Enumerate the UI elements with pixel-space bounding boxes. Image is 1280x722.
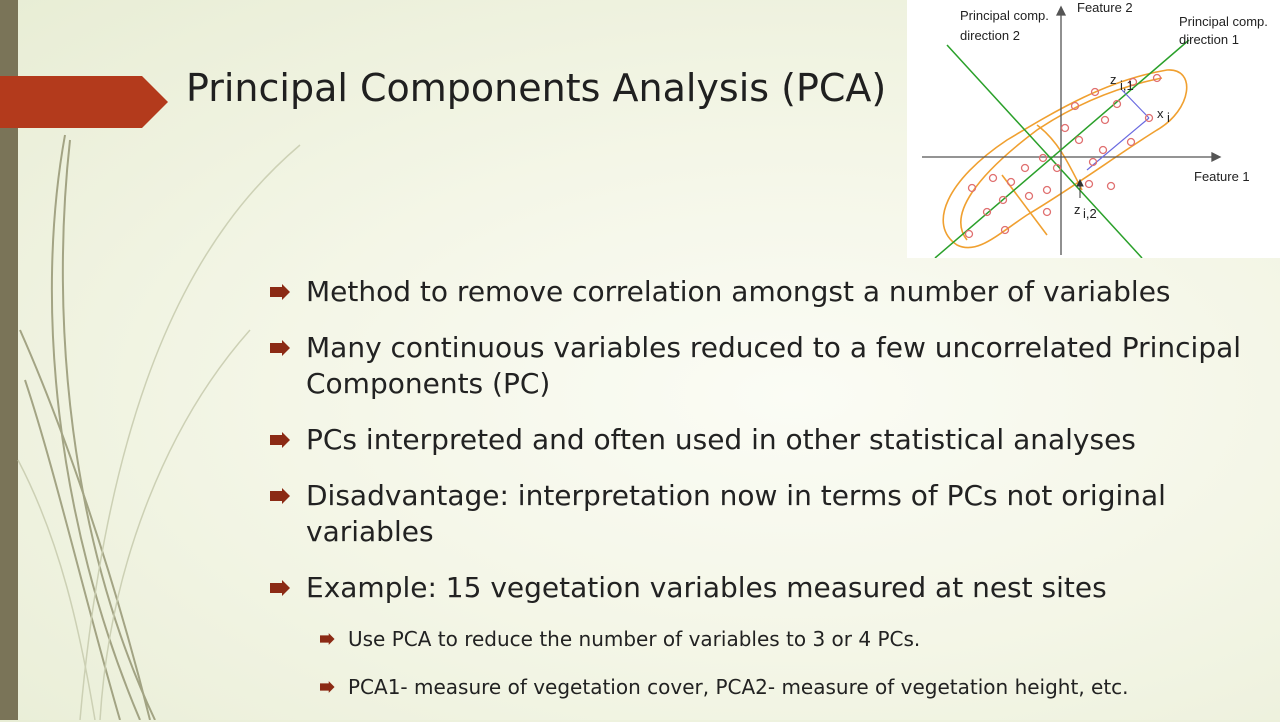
- bullet-text: Many continuous variables reduced to a few uncorrelated Principal Components (PC): [306, 331, 1242, 400]
- bullet-arrow-icon: [270, 340, 292, 356]
- bullet-text: Disadvantage: interpretation now in terms of PCs not original variables: [306, 479, 1166, 548]
- z-i2-label: z: [1074, 202, 1081, 217]
- sub-bullet-item: [320, 626, 1260, 652]
- slide-title: Principal Components Analysis (PCA): [186, 66, 887, 110]
- bullet-text: PCs interpreted and often used in other statistical analyses: [306, 423, 1136, 456]
- sub-bullet-text: Use PCA to reduce the number of variables to 3 or 4 PCs.: [348, 627, 921, 651]
- bullet-arrow-icon: [270, 284, 292, 300]
- x-i-subscript: i: [1167, 110, 1170, 125]
- pc1-label-line2: direction 1: [1179, 32, 1239, 47]
- bullet-arrow-icon: [270, 432, 292, 448]
- title-arrow-icon: [0, 76, 170, 128]
- sub-bullet-arrow-icon: [320, 681, 336, 693]
- x-i-label: x: [1157, 106, 1164, 121]
- bullet-text: Example: 15 vegetation variables measured at nest sites: [306, 571, 1107, 604]
- bullet-item: [270, 330, 1260, 402]
- sub-bullet-arrow-icon: [320, 633, 336, 645]
- bullet-item: [270, 274, 1260, 310]
- feature2-label: Feature 2: [1077, 0, 1133, 15]
- bullet-item: [270, 570, 1260, 606]
- sub-bullet-text: PCA1- measure of vegetation cover, PCA2- measure of vegetation height, etc.: [348, 675, 1129, 699]
- bullet-arrow-icon: [270, 488, 292, 504]
- bullet-text: Method to remove correlation amongst a number of variables: [306, 275, 1171, 308]
- bullet-list: [270, 274, 1260, 722]
- z-i1-label: z: [1110, 72, 1117, 87]
- feature1-label: Feature 1: [1194, 169, 1250, 184]
- pca-diagram: [907, 0, 1280, 258]
- sub-bullet-item: [320, 674, 1260, 700]
- bullet-item: [270, 422, 1260, 458]
- z-i2-subscript: i,2: [1083, 206, 1097, 221]
- pc1-label-line1: Principal comp.: [1179, 14, 1268, 29]
- z-i1-subscript: i,1: [1120, 78, 1134, 93]
- pc2-label-line2: direction 2: [960, 28, 1020, 43]
- pc2-label-line1: Principal comp.: [960, 8, 1049, 23]
- bullet-item: [270, 478, 1260, 550]
- bullet-arrow-icon: [270, 580, 292, 596]
